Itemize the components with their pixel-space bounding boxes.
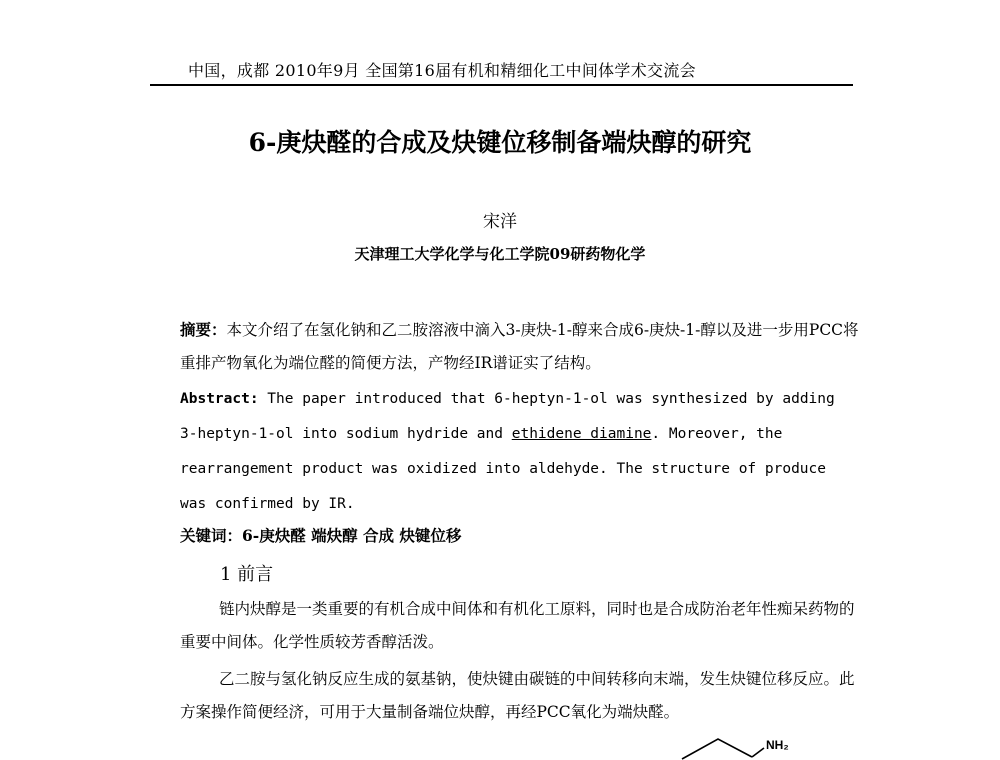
author-affiliation: 天津理工大学化学与化工学院09研药物化学 — [354, 245, 646, 263]
abstract-en-text: The paper introduced that 6-heptyn-1-ol was synthesized by adding 3-heptyn-1-ol into sodium hydride and — [180, 391, 835, 442]
abstract-cn — [180, 313, 860, 380]
header-rule — [150, 84, 853, 86]
paper-title: 6-庚炔醛的合成及炔键位移制备端炔醇的研究 — [248, 128, 752, 157]
abstract-en — [180, 382, 860, 522]
keywords-text: 6-庚炔醛 端炔醇 合成 炔键位移 — [242, 526, 462, 545]
abstract-en-label: Abstract: — [180, 391, 259, 407]
section-heading: 1 前言 — [220, 564, 274, 585]
structure-amine-label: NH₂ — [766, 738, 789, 752]
running-header: 中国，成都 2010年9月 全国第16届有机和精细化工中间体学术交流会 — [188, 61, 696, 80]
abstract-en-text-cont: . Moreover, the rearrangement product was oxidized into aldehyde. The structure of produce was confirmed by IR. — [180, 426, 827, 512]
abstract-cn-label: 摘要： — [180, 320, 227, 339]
body-paragraph-1: 链内炔醇是一类重要的有机合成中间体和有机化工原料，同时也是合成防治老年性痴呆药物的重要中间体。化学性质较芳香醇活泼。 — [180, 600, 855, 651]
abstract-en-underlined-term: ethidene diamine — [511, 426, 652, 442]
abstract-cn-text: 本文介绍了在氢化钠和乙二胺溶液中滴入3-庚炔-1-醇来合成6-庚炔-1-醇以及进一步用PCC将重排产物氧化为端位醛的简便方法，产物经IR谱证实了结构。 — [180, 321, 859, 372]
structure-bond-lines — [682, 739, 752, 759]
structure-bond-to-amine — [752, 748, 764, 757]
keywords-label: 关键词： — [180, 526, 243, 545]
author-name: 宋洋 — [483, 212, 517, 232]
body-paragraph-2: 乙二胺与氢化钠反应生成的氨基钠，使炔键由碳链的中间转移向末端，发生炔键位移反应。此方案操作简便经济，可用于大量制备端位炔醇，再经PCC氧化为端炔醛。 — [180, 670, 855, 721]
chemical-structure-fragment — [680, 735, 800, 760]
keywords — [180, 523, 860, 549]
